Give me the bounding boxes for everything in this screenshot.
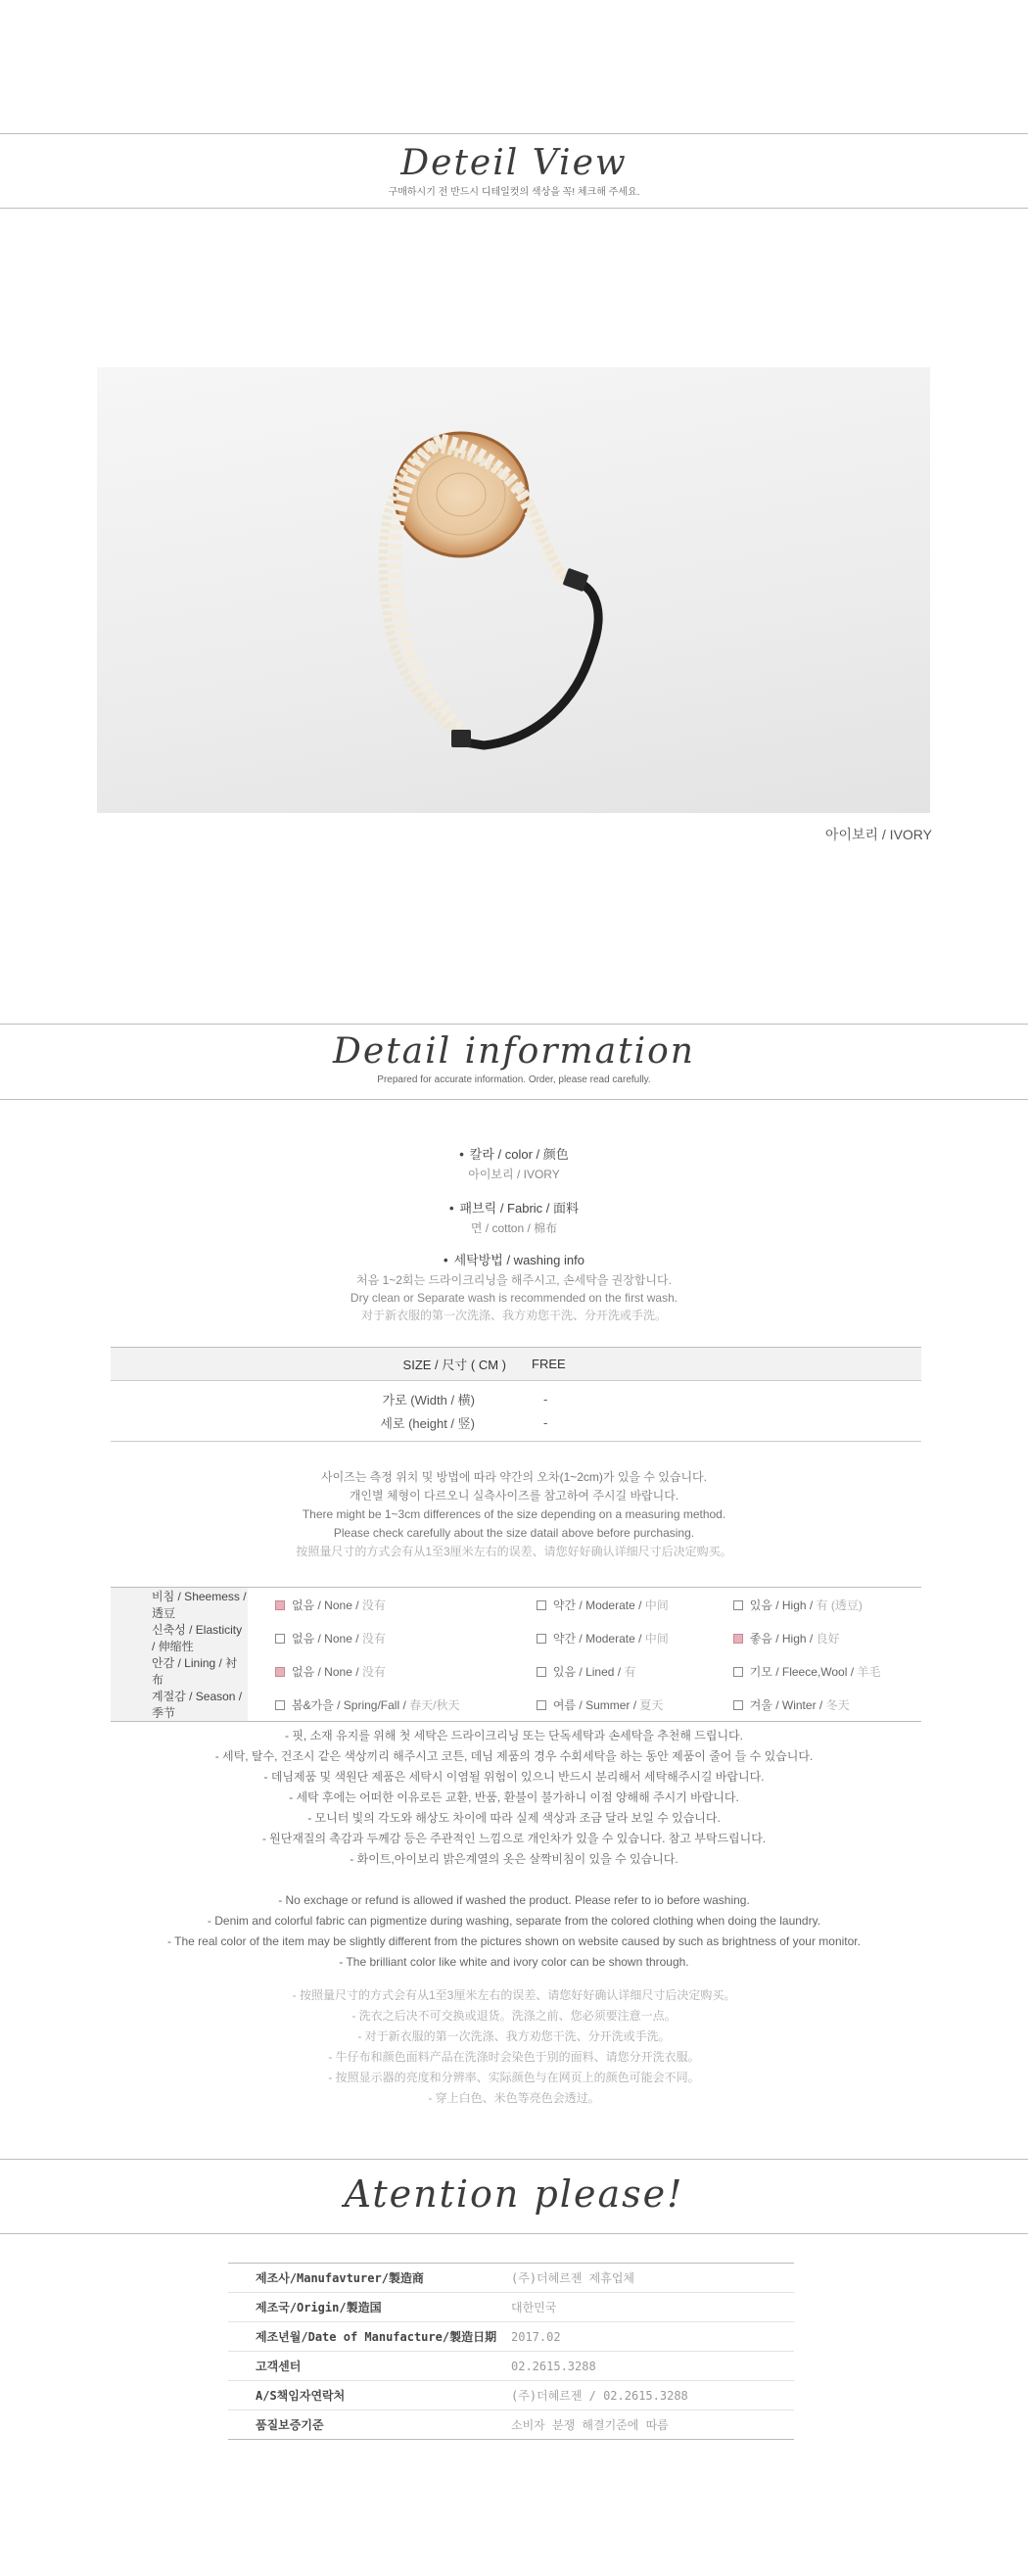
divider-attention-1 — [0, 2159, 1028, 2160]
care-line: - 按照显示器的亮度和分辨率、实际颜色与在网页上的颜色可能会不同。 — [328, 2071, 700, 2084]
manufacturer-key: 품질보증기준 — [256, 2418, 324, 2432]
care-line: - 洗衣之后决不可交换或退货。洗涤之前、您必须要注意一点。 — [351, 2009, 677, 2023]
table-row — [111, 1381, 921, 1411]
table-row — [111, 1621, 921, 1654]
detail-view-title: Deteil View — [400, 143, 628, 183]
care-line: - 세탁, 탈수, 건조시 같은 색상끼리 해주시고 코튼, 데님 제품의 경우 수회세탁을 하는 동안 제품이 줄어 들 수 있습니다. — [214, 1749, 814, 1763]
washing-section — [0, 1250, 1028, 1324]
property-option: 있음 / Lined / 有 — [509, 1654, 706, 1688]
property-option: 없음 / None / 没有 — [248, 1621, 509, 1654]
property-option: 겨울 / Winter / 冬天 — [706, 1688, 921, 1722]
manufacturer-table — [228, 2263, 794, 2440]
divider-info-1 — [0, 1024, 1028, 1025]
bullet-dot: • — [444, 1253, 448, 1267]
checkbox-icon — [537, 1634, 546, 1644]
checkbox-icon — [733, 1700, 743, 1710]
detail-info-title: Detail information — [333, 1031, 695, 1072]
size-header-free: FREE — [532, 1348, 921, 1381]
table-row — [228, 2322, 794, 2352]
fabric-heading: 패브릭 / Fabric / 面料 — [459, 1201, 580, 1216]
checkbox-icon — [275, 1600, 285, 1610]
care-notes-ko — [0, 1726, 1028, 1870]
checkbox-icon — [733, 1600, 743, 1610]
care-line: - 牛仔布和颜色面料产品在洗涤时会染色于别的面料、请您分开洗衣服。 — [328, 2050, 700, 2064]
checkbox-icon — [537, 1700, 546, 1710]
manufacturer-key: 제조사/Manufavturer/製造商 — [256, 2271, 424, 2285]
divider-top-2 — [0, 208, 1028, 209]
divider-info-2 — [0, 1099, 1028, 1100]
property-option: 좋음 / High / 良好 — [706, 1621, 921, 1654]
care-notes-en — [0, 1890, 1028, 1973]
size-note-line: 개인별 체형이 다르오니 실측사이즈를 참고하여 주시길 바랍니다. — [349, 1489, 679, 1503]
table-row — [111, 1688, 921, 1722]
bullet-dot: • — [448, 1201, 454, 1216]
property-label: 계절감 / Season / 季节 — [111, 1688, 248, 1722]
fabric-value: 면 / cotton / 棉布 — [470, 1221, 558, 1235]
care-notes-cn — [0, 1985, 1028, 2109]
care-line: - The brilliant color like white and ivory color can be shown through. — [339, 1955, 689, 1969]
divider-top-1 — [0, 133, 1028, 134]
care-line: - 핏, 소재 유지를 위해 첫 세탁은 드라이크리닝 또는 단독세탁과 손세탁을 추천해 드립니다. — [285, 1729, 743, 1742]
fabric-section — [0, 1198, 1028, 1236]
size-row-label: 가로 (Width / 横) — [382, 1392, 475, 1407]
care-line: - No exchage or refund is allowed if washed the product. Please refer to io before washing. — [278, 1893, 750, 1907]
manufacturer-key: 제조년월/Date of Manufacture/製造日期 — [256, 2330, 497, 2344]
washing-heading: 세탁방법 / washing info — [453, 1253, 584, 1267]
size-note-line: 按照量尺寸的方式会有从1至3厘米左右的误差、请您好好确认详细尺寸后决定购买。 — [296, 1545, 732, 1558]
photo-caption: 아이보리 / IVORY — [824, 827, 932, 842]
properties-table — [111, 1587, 921, 1722]
property-option: 없음 / None / 没有 — [248, 1588, 509, 1622]
table-row — [228, 2381, 794, 2410]
table-row — [228, 2293, 794, 2322]
color-section — [0, 1144, 1028, 1182]
table-row — [228, 2264, 794, 2293]
care-line: - Denim and colorful fabric can pigmentize during washing, separate from the colored clothing when doing the laundry. — [207, 1914, 821, 1928]
detail-view-subtitle: 구매하시기 전 반드시 디테일컷의 색상을 꼭! 체크해 주세요. — [388, 187, 640, 198]
manufacturer-value: 02.2615.3288 — [511, 2359, 596, 2373]
table-row — [111, 1588, 921, 1622]
property-option: 약간 / Moderate / 中间 — [509, 1588, 706, 1622]
size-row-value: - — [532, 1411, 921, 1442]
size-row-value: - — [543, 1391, 548, 1407]
headband-illustration — [97, 367, 930, 813]
property-option: 약간 / Moderate / 中间 — [509, 1621, 706, 1654]
attention-title: Atention please! — [344, 2172, 684, 2216]
checkbox-icon — [275, 1700, 285, 1710]
size-note-line: There might be 1~3cm differences of the size depending on a measuring method. — [302, 1507, 726, 1521]
bullet-dot: • — [459, 1147, 464, 1162]
care-line: - 모니터 빛의 각도와 해상도 차이에 따라 실제 색상과 조금 달라 보일 수 있습니다. — [307, 1811, 721, 1825]
care-line: - 对于新衣服的第一次洗涤、我方劝您干洗、分开洗或手洗。 — [357, 2029, 671, 2043]
size-row-label: 세로 (height / 竖) — [111, 1411, 532, 1442]
table-row — [228, 2410, 794, 2440]
property-label: 안감 / Lining / 衬布 — [111, 1654, 248, 1688]
size-notes — [0, 1468, 1028, 1561]
property-option: 봄&가을 / Spring/Fall / 春天/秋天 — [248, 1688, 509, 1722]
product-photo — [97, 367, 930, 813]
size-note-line: Please check carefully about the size datail above before purchasing. — [333, 1526, 695, 1540]
property-option: 기모 / Fleece,Wool / 羊毛 — [706, 1654, 921, 1688]
care-line: - 按照量尺寸的方式会有从1至3厘米左右的误差、请您好好确认详细尺寸后决定购买。 — [292, 1988, 736, 2002]
checkbox-icon — [733, 1634, 743, 1644]
property-option: 여름 / Summer / 夏天 — [509, 1688, 706, 1722]
manufacturer-value: 2017.02 — [511, 2329, 561, 2344]
manufacturer-key: 제조국/Origin/製造国 — [256, 2301, 382, 2314]
checkbox-icon — [537, 1667, 546, 1677]
manufacturer-value: (주)더혜르젠 제휴업체 — [511, 2271, 635, 2285]
manufacturer-key: A/S책임자연락처 — [256, 2389, 346, 2403]
table-row — [111, 1411, 921, 1442]
size-table-header — [111, 1348, 921, 1381]
divider-attention-2 — [0, 2233, 1028, 2234]
manufacturer-value: 소비자 분쟁 해결기준에 따름 — [511, 2418, 669, 2432]
checkbox-icon — [275, 1634, 285, 1644]
size-header-label: SIZE / 尺寸 ( CM ) — [111, 1348, 532, 1381]
property-option: 있음 / High / 有 (透豆) — [706, 1588, 921, 1622]
washing-line-ko: 처음 1~2회는 드라이크리닝을 해주시고, 손세탁을 권장합니다. — [356, 1273, 672, 1287]
care-line: - 화이트,아이보리 밝은계열의 옷은 살짝비침이 있을 수 있습니다. — [350, 1852, 678, 1866]
detail-info-subtitle: Prepared for accurate information. Order, please read carefully. — [377, 1074, 651, 1085]
property-label: 신축성 / Elasticity / 伸缩性 — [111, 1621, 248, 1654]
care-line: - 세탁 후에는 어떠한 이유로든 교환, 반품, 환불이 불가하니 이점 양해해 주시기 바랍니다. — [289, 1790, 739, 1804]
checkbox-icon — [733, 1667, 743, 1677]
size-table — [111, 1347, 921, 1442]
color-value: 아이보리 / IVORY — [468, 1168, 560, 1181]
table-row — [111, 1654, 921, 1688]
checkbox-icon — [275, 1667, 285, 1677]
table-row — [228, 2352, 794, 2381]
manufacturer-value: 대한민국 — [511, 2301, 557, 2314]
care-line: - 원단재질의 촉감과 두께감 등은 주관적인 느낌으로 개인차가 있을 수 있습니다. 참고 부탁드립니다. — [261, 1832, 767, 1845]
care-line: - 데님제품 및 색원단 제품은 세탁시 이염될 위험이 있으니 반드시 분리해서 세탁해주시길 바랍니다. — [263, 1770, 765, 1784]
manufacturer-value: (주)더혜르젠 / 02.2615.3288 — [511, 2389, 688, 2403]
washing-line-en: Dry clean or Separate wash is recommended on the first wash. — [350, 1291, 678, 1305]
manufacturer-key: 고객센터 — [256, 2360, 302, 2373]
washing-line-cn: 对于新衣服的第一次洗涤、我方劝您干洗、分开洗或手洗。 — [360, 1309, 667, 1322]
property-label: 비침 / Sheemess / 透豆 — [111, 1588, 248, 1622]
property-option: 없음 / None / 没有 — [248, 1654, 509, 1688]
care-line: - The real color of the item may be slightly different from the pictures shown on website caused by such as brightness of your monitor. — [167, 1934, 861, 1948]
care-line: - 穿上白色、米色等亮色会透过。 — [428, 2091, 600, 2105]
size-note-line: 사이즈는 측정 위치 및 방법에 따라 약간의 오차(1~2cm)가 있을 수 있습니다. — [320, 1470, 707, 1484]
color-heading: 칼라 / color / 颜色 — [469, 1147, 569, 1162]
checkbox-icon — [537, 1600, 546, 1610]
